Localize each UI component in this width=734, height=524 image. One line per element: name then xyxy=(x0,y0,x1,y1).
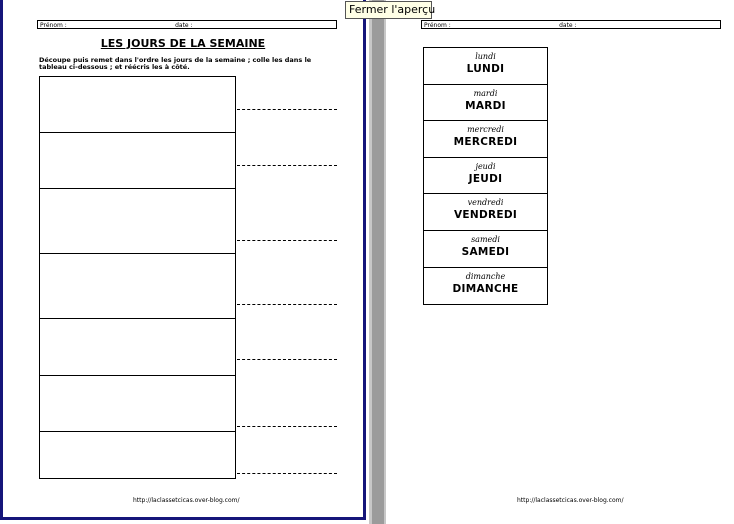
paste-box xyxy=(39,318,236,376)
day-cursive-label: jeudi xyxy=(475,161,496,171)
day-caps-label: VENDREDI xyxy=(453,209,518,222)
writing-line xyxy=(237,304,337,305)
date-label: date : xyxy=(175,22,193,29)
writing-line xyxy=(237,165,337,166)
instruction-text: Découpe puis remet dans l'ordre les jours de la semaine ; colle les dans le tableau ci-dessous ; et réécris les à côté. xyxy=(39,56,312,71)
name-date-bar xyxy=(421,20,721,29)
day-card-saturday xyxy=(424,231,547,268)
day-card-thursday xyxy=(424,158,547,195)
writing-line xyxy=(237,426,337,427)
day-card-monday xyxy=(424,48,547,85)
day-caps-label: LUNDI xyxy=(466,63,505,75)
close-preview-tooltip[interactable]: Fermer l'aperçu xyxy=(345,1,432,19)
day-caps-label: MARDI xyxy=(465,99,506,112)
day-cursive-label: dimanche xyxy=(465,271,506,281)
paste-box xyxy=(39,132,236,189)
days-cutout-table xyxy=(423,47,548,305)
day-cursive-label: mercredi xyxy=(467,125,504,135)
day-card-tuesday xyxy=(424,85,547,122)
paste-box xyxy=(39,375,236,432)
day-card-sunday xyxy=(424,268,547,305)
date-label: date : xyxy=(559,22,577,29)
day-cursive-label: mardi xyxy=(473,88,498,98)
day-caps-label: MERCREDI xyxy=(453,136,518,149)
writing-line xyxy=(237,240,337,241)
footer-url: http://laclassetcicas.over-blog.com/ xyxy=(133,497,240,504)
page-title: LES JOURS DE LA SEMAINE xyxy=(100,37,266,50)
day-caps-label: JEUDI xyxy=(468,172,503,185)
day-caps-label: SAMEDI xyxy=(461,245,510,258)
name-label: Prénom : xyxy=(40,22,67,29)
footer-url: http://laclassetcicas.over-blog.com/ xyxy=(517,497,624,504)
day-card-wednesday xyxy=(424,121,547,158)
paste-box xyxy=(39,431,236,479)
writing-line xyxy=(237,359,337,360)
paste-box xyxy=(39,253,236,319)
page-gutter-strip xyxy=(372,0,384,524)
writing-line xyxy=(237,109,337,110)
page-left[interactable] xyxy=(0,0,366,520)
name-date-bar xyxy=(37,20,337,29)
paste-box xyxy=(39,188,236,254)
day-card-friday xyxy=(424,194,547,231)
day-cursive-label: vendredi xyxy=(467,198,504,208)
paste-box xyxy=(39,76,236,133)
name-label: Prénom : xyxy=(424,22,451,29)
day-caps-label: DIMANCHE xyxy=(452,282,519,295)
writing-line xyxy=(237,473,337,474)
day-cursive-label: lundi xyxy=(475,52,496,61)
day-cursive-label: samedi xyxy=(471,234,500,244)
